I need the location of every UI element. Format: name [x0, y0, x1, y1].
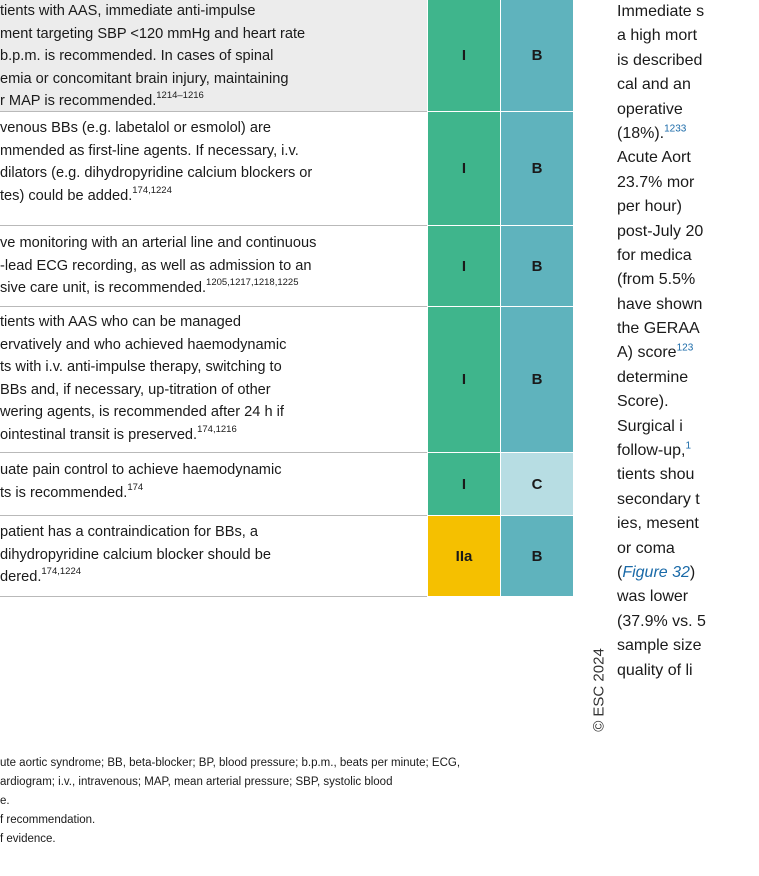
- body-text-line: the GERAA: [617, 320, 700, 338]
- recommendation-text: [0, 307, 427, 453]
- recommendation-line: ointestinal transit is preserved.$^{174,1216}$: [0, 423, 237, 443]
- recommendation-row: [0, 226, 573, 307]
- reference-superscript: 174: [127, 481, 144, 493]
- recommendation-line: dihydropyridine calcium blocker should be: [0, 546, 271, 563]
- recommendation-line: r MAP is recommended.$^{1214-1216}$: [0, 90, 204, 109]
- class-cell: I: [427, 112, 500, 226]
- body-text-line: is described: [617, 51, 703, 69]
- body-text-column: [617, 0, 759, 876]
- body-text-line: Acute Aort: [617, 149, 691, 167]
- reference-superscript[interactable]: 1233: [664, 123, 687, 135]
- recommendation-text: [0, 112, 427, 226]
- footnote-line: f recommendation.: [0, 814, 96, 826]
- body-text-line: have shown: [617, 295, 703, 313]
- recommendation-line: dered.$^{174,1224}$: [0, 566, 82, 585]
- class-cell: I: [427, 226, 500, 307]
- body-text-line: per hour): [617, 198, 682, 216]
- figure-link[interactable]: Figure 32: [622, 563, 690, 581]
- recommendation-line: ve monitoring with an arterial line and continuous: [0, 235, 317, 251]
- body-text-line: quality of li: [617, 661, 693, 679]
- footnote-line: f evidence.: [0, 833, 56, 845]
- level-cell: B: [500, 226, 573, 307]
- recommendation-line: ts is recommended.$^{174}$: [0, 481, 144, 501]
- recommendation-text: [0, 516, 427, 597]
- reference-superscript: 1205,1217,1218,1225: [206, 277, 299, 289]
- recommendation-line: -lead ECG recording, as well as admission to an: [0, 257, 312, 274]
- body-text-line: or coma: [617, 539, 675, 557]
- class-cell: I: [427, 307, 500, 453]
- level-cell: B: [500, 307, 573, 453]
- body-text-line: (from 5.5%: [617, 271, 696, 289]
- body-text-line: (37.9% vs. 5: [617, 612, 706, 630]
- recommendation-line: BBs and, if necessary, up-titration of other: [0, 381, 271, 398]
- reference-superscript: 174,1224: [41, 566, 82, 578]
- body-text-line: sample size: [617, 637, 702, 655]
- recommendation-line: sive care unit, is recommended.$^{1205,1217,1218,1225}$: [0, 277, 299, 296]
- body-text-line: Surgical i: [617, 417, 683, 435]
- table-footnotes: [0, 754, 573, 849]
- recommendation-line: venous BBs (e.g. labetalol or esmolol) are: [0, 120, 271, 136]
- footnote-line: ute aortic syndrome; BB, beta-blocker; BP, blood pressure; b.p.m., beats per minute; ECG,: [0, 757, 461, 769]
- body-text-line: Immediate s: [617, 3, 705, 20]
- reference-superscript: 174,1224: [132, 184, 172, 196]
- body-text-line: cal and an: [617, 76, 691, 94]
- recommendation-row: [0, 112, 573, 226]
- recommendation-row: [0, 0, 573, 112]
- body-text-line: secondary t: [617, 490, 700, 508]
- recommendation-line: ts with i.v. anti-impulse therapy, switching to: [0, 359, 282, 375]
- reference-superscript: 1214–1216: [156, 90, 204, 102]
- level-cell: B: [500, 112, 573, 226]
- recommendation-line: b.p.m. is recommended. In cases of spinal: [0, 48, 274, 64]
- recommendation-line: tients with AAS who can be managed: [0, 314, 241, 330]
- recommendation-line: uate pain control to achieve haemodynamic: [0, 462, 282, 478]
- body-text-line: follow-up,$^1$: [617, 440, 692, 460]
- recommendation-row: [0, 453, 573, 516]
- recommendation-line: ervatively and who achieved haemodynamic: [0, 336, 287, 353]
- recommendation-line: emia or concomitant brain injury, maintaining: [0, 70, 289, 87]
- recommendation-line: ment targeting SBP <120 mmHg and heart rate: [0, 25, 306, 42]
- recommendation-text: [0, 0, 427, 112]
- body-text-line: post-July 20: [617, 222, 704, 240]
- body-text-line: determine: [617, 368, 689, 386]
- body-text-line: operative: [617, 100, 683, 118]
- body-text-line: tients shou: [617, 466, 695, 484]
- recommendation-row: [0, 516, 573, 597]
- body-text-line: for medica: [617, 246, 692, 264]
- recommendation-line: wering agents, is recommended after 24 h if: [0, 404, 284, 420]
- recommendation-line: patient has a contraindication for BBs, a: [0, 524, 258, 540]
- recommendation-text: [0, 226, 427, 307]
- body-text-line: Score).: [617, 393, 669, 411]
- body-text-line: ies, mesent: [617, 515, 699, 533]
- reference-superscript[interactable]: 1: [685, 440, 692, 452]
- body-text-line: was lower: [617, 588, 689, 606]
- recommendation-line: mmended as first-line agents. If necessary, i.v.: [0, 142, 299, 159]
- copyright-text: © ESC 2024: [590, 647, 608, 732]
- recommendation-line: tes) could be added.$^{174,1224}$: [0, 184, 172, 204]
- body-text-line: A) score$^{123}$: [617, 343, 694, 362]
- copyright-notice: [587, 642, 611, 737]
- level-cell: B: [500, 516, 573, 597]
- recommendation-line: dilators (e.g. dihydropyridine calcium blockers or: [0, 165, 313, 181]
- recommendation-line: tients with AAS, immediate anti-impulse: [0, 3, 256, 19]
- reference-superscript[interactable]: 123: [676, 343, 694, 355]
- level-cell: C: [500, 453, 573, 516]
- body-text-line: a high mort: [617, 27, 698, 45]
- footnote-line: ardiogram; i.v., intravenous; MAP, mean arterial pressure; SBP, systolic blood: [0, 776, 393, 788]
- level-cell: B: [500, 0, 573, 112]
- footnote-line: e.: [0, 795, 10, 807]
- body-text-line: (Figure 32): [617, 563, 696, 581]
- recommendation-row: [0, 307, 573, 453]
- body-text-line: (18%).$^{1233}$: [617, 123, 687, 142]
- class-cell: IIa: [427, 516, 500, 597]
- body-text-line: 23.7% mor: [617, 173, 695, 191]
- recommendation-text: [0, 453, 427, 516]
- class-cell: I: [427, 453, 500, 516]
- class-cell: I: [427, 0, 500, 112]
- reference-superscript: 174,1216: [197, 423, 237, 435]
